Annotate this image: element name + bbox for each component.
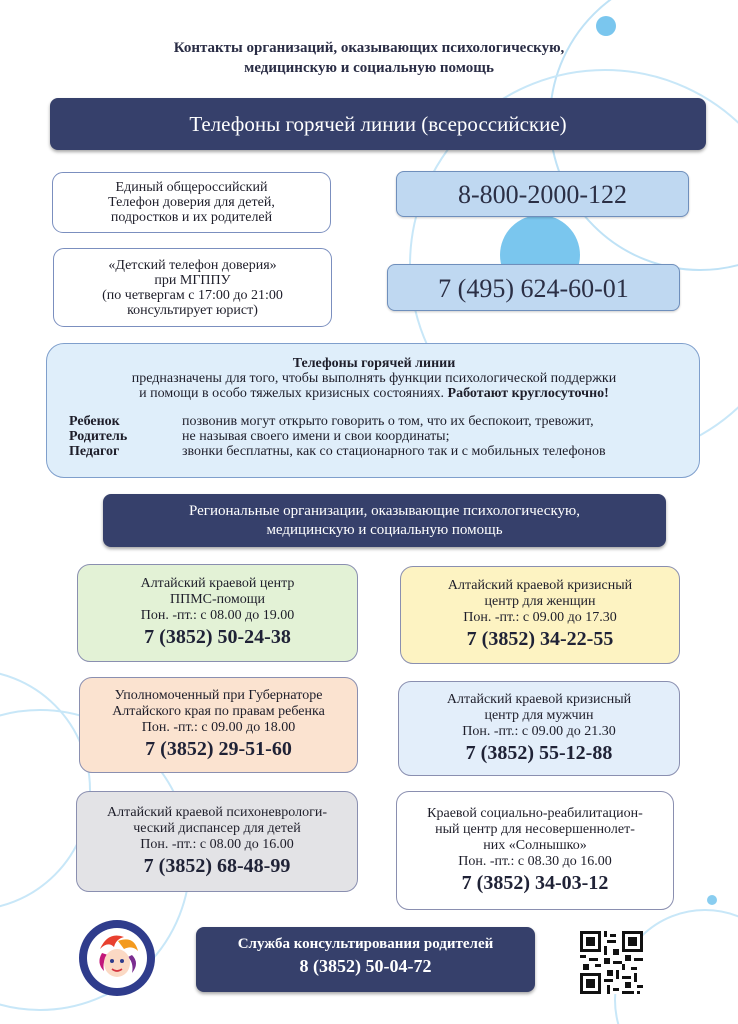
info-emphasis: Работают круглосуточно! — [447, 386, 609, 401]
hotline-1-description — [52, 172, 331, 233]
regional-header-line: медицинскую и социальную помощь — [266, 522, 503, 538]
org-hours: Пон. -пт.: с 09.00 до 18.00 — [141, 720, 296, 735]
role-parent: Родитель — [69, 429, 128, 444]
org-phone: 7 (3852) 55-12-88 — [465, 741, 613, 764]
info-desc-line: предназначены для того, чтобы выполнять функции психологической поддержки — [131, 371, 617, 386]
info-roles — [69, 414, 127, 459]
desc-line: Единый общероссийский — [115, 180, 268, 195]
info-desc-line — [47, 386, 701, 401]
info-note: не называя своего имени и свои координаты; — [182, 429, 450, 444]
info-description — [47, 371, 701, 401]
qr-code-icon — [580, 931, 643, 994]
service-title: Служба консультирования родителей — [237, 936, 494, 952]
hotline-2-phone: 7 (495) 624-60-01 — [387, 264, 680, 311]
org-card-child-rights-ombudsman — [79, 677, 358, 773]
desc-line: Телефон доверия для детей, — [108, 195, 275, 210]
org-name-line: ППМС-помощи — [169, 592, 266, 607]
org-hours: Пон. -пт.: с 08.00 до 16.00 — [140, 836, 294, 852]
title-line-2: медицинскую и социальную помощь — [244, 60, 494, 76]
org-name-line: центр для мужчин — [484, 707, 594, 723]
org-phone: 7 (3852) 34-22-55 — [466, 628, 614, 650]
org-hours: Пон. -пт.: с 08.30 до 16.00 — [458, 853, 612, 869]
regional-header — [103, 494, 666, 547]
hotline-1-phone: 8-800-2000-122 — [396, 171, 689, 217]
org-hours: Пон. -пт.: с 08.00 до 19.00 — [140, 608, 295, 623]
org-name-line: ный центр для несовершеннолет- — [435, 821, 635, 837]
child-face-logo-icon — [78, 919, 156, 997]
org-card-solnyshko-center — [396, 791, 674, 910]
desc-line: при МГППУ — [154, 272, 231, 288]
title-line-1: Контакты организаций, оказывающих психологическую, — [173, 40, 565, 56]
org-name-line: Алтайский краевой кризисный — [446, 691, 632, 707]
org-name-line: Алтайский краевой психоневрологи- — [106, 804, 327, 820]
info-desc-text: и помощи в особо тяжелых кризисных состояниях. — [139, 386, 445, 401]
org-card-ppms-center — [77, 564, 358, 662]
hotline-header: Телефоны горячей линии (всероссийские) — [50, 98, 706, 150]
hotline-2-description — [53, 248, 332, 327]
org-name-line: Алтайский краевой кризисный — [447, 578, 633, 593]
org-phone: 7 (3852) 34-03-12 — [461, 871, 609, 894]
info-title: Телефоны горячей линии — [292, 356, 456, 371]
org-phone: 7 (3852) 50-24-38 — [144, 626, 291, 648]
org-name-line: Краевой социально-реабилитацион- — [427, 805, 643, 821]
org-card-men-crisis-center — [398, 681, 680, 776]
regional-header-line: Региональные организации, оказывающие психологическую, — [189, 503, 580, 519]
service-phone: 8 (3852) 50-04-72 — [299, 956, 432, 976]
org-phone: 7 (3852) 68-48-99 — [143, 854, 291, 877]
desc-line: (по четвергам с 17:00 до 21:00 — [102, 287, 283, 303]
info-notes — [182, 414, 606, 459]
document-title — [110, 38, 628, 78]
info-note: позвонив могут открыто говорить о том, что их беспокоит, тревожит, — [182, 414, 594, 429]
hotline-info-box — [46, 343, 700, 478]
org-card-psychoneuro-dispensary — [76, 791, 358, 892]
org-phone: 7 (3852) 29-51-60 — [145, 738, 292, 760]
org-card-women-crisis-center — [400, 566, 680, 664]
org-name-line: Алтайский краевой центр — [140, 576, 295, 591]
desc-line: консультирует юрист) — [127, 302, 258, 318]
desc-line: «Детский телефон доверия» — [108, 257, 277, 273]
org-hours: Пон. -пт.: с 09.00 до 17.30 — [463, 610, 617, 625]
org-name-line: центр для женщин — [484, 594, 596, 609]
org-name-line: них «Солнышко» — [483, 837, 587, 853]
parent-counseling-service — [196, 927, 535, 992]
org-hours: Пон. -пт.: с 09.00 до 21.30 — [462, 723, 616, 739]
org-name-line: Уполномоченный при Губернаторе — [114, 688, 323, 703]
org-name-line: ческий диспансер для детей — [133, 820, 301, 836]
role-child: Ребенок — [69, 414, 120, 429]
desc-line: подростков и их родителей — [110, 210, 273, 225]
role-teacher: Педагог — [69, 444, 120, 459]
info-note: звонки бесплатны, как со стационарного так и с мобильных телефонов — [182, 444, 606, 459]
org-name-line: Алтайского края по правам ребенка — [112, 704, 325, 719]
